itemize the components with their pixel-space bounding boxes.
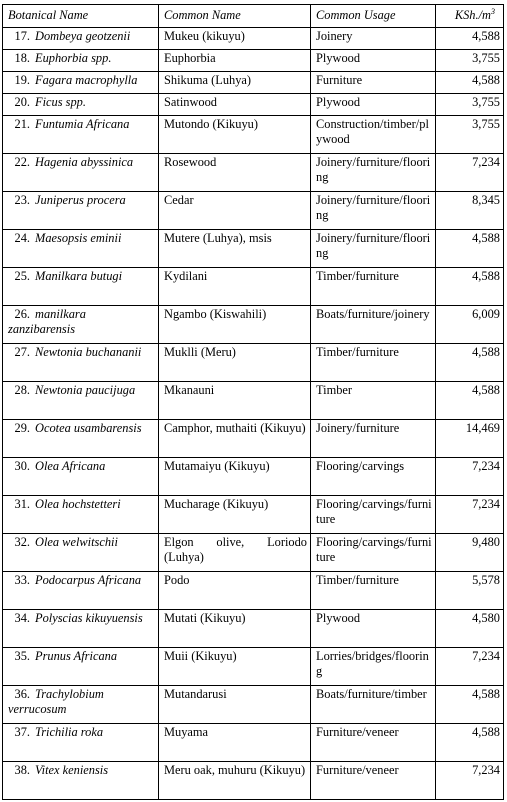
common-name-cell: Muklli (Meru) (159, 344, 311, 382)
botanical-name-cell (3, 496, 159, 534)
cost-cell: 7,234 (436, 496, 504, 534)
row-number: 21. (14, 117, 30, 131)
common-usage-cell: Construction/timber/plywood (311, 116, 436, 154)
row-number: 25. (14, 269, 30, 283)
cost-cell: 3,755 (436, 116, 504, 154)
botanical-name: Maesopsis eminii (35, 231, 122, 245)
row-number: 17. (14, 29, 30, 43)
cost-cell: 4,588 (436, 686, 504, 724)
common-usage-cell: Plywood (311, 50, 436, 72)
botanical-name: Olea welwitschii (35, 535, 118, 549)
row-number: 33. (14, 573, 30, 587)
common-usage-cell: Joinery/furniture (311, 420, 436, 458)
cost-cell: 14,469 (436, 420, 504, 458)
header-common-name: Common Name (159, 5, 311, 28)
botanical-name-cell (3, 420, 159, 458)
botanical-name: Trachylobium verrucosum (8, 687, 104, 717)
botanical-name-cell (3, 28, 159, 50)
common-name-cell: Mutondo (Kikuyu) (159, 116, 311, 154)
row-number: 28. (14, 383, 30, 397)
common-name-cell: Muyama (159, 724, 311, 762)
botanical-name-cell (3, 382, 159, 420)
botanical-name: Olea hochstetteri (35, 497, 121, 511)
cost-cell: 5,578 (436, 572, 504, 610)
common-usage-cell: Lorries/bridges/flooring (311, 648, 436, 686)
botanical-name: Olea Africana (35, 459, 106, 473)
table-row (3, 72, 504, 94)
common-name-cell: Euphorbia (159, 50, 311, 72)
botanical-name: Juniperus procera (35, 193, 126, 207)
table-row (3, 458, 504, 496)
row-number: 26. (14, 307, 30, 321)
common-name-cell: Shikuma (Luhya) (159, 72, 311, 94)
cost-cell: 4,588 (436, 28, 504, 50)
botanical-name-cell (3, 116, 159, 154)
botanical-name: Trichilia roka (35, 725, 104, 739)
botanical-name: manilkara zanzibarensis (8, 307, 86, 337)
cost-cell: 3,755 (436, 50, 504, 72)
table-row (3, 306, 504, 344)
botanical-name-cell (3, 762, 159, 800)
botanical-name-cell (3, 192, 159, 230)
table-row (3, 50, 504, 72)
botanical-name: Funtumia Africana (35, 117, 130, 131)
common-name-cell: Ngambo (Kiswahili) (159, 306, 311, 344)
common-name-cell: Mkanauni (159, 382, 311, 420)
common-usage-cell: Flooring/carvings/furniture (311, 534, 436, 572)
table-row (3, 534, 504, 572)
row-number: 23. (14, 193, 30, 207)
table-row (3, 116, 504, 154)
table-row (3, 648, 504, 686)
cost-cell: 4,588 (436, 382, 504, 420)
common-usage-cell: Timber/furniture (311, 268, 436, 306)
cost-cell: 3,755 (436, 94, 504, 116)
botanical-name-cell (3, 610, 159, 648)
common-usage-cell: Boats/furniture/joinery (311, 306, 436, 344)
row-number: 19. (14, 73, 30, 87)
botanical-name-cell (3, 572, 159, 610)
table-row (3, 724, 504, 762)
common-usage-cell: Timber/furniture (311, 344, 436, 382)
row-number: 34. (14, 611, 30, 625)
table-row (3, 496, 504, 534)
header-cost-unit: KSh./m (454, 8, 491, 22)
row-number: 36. (14, 687, 30, 701)
cost-cell: 7,234 (436, 762, 504, 800)
header-cost-per-cubic-metre (436, 5, 504, 28)
row-number: 31. (14, 497, 30, 511)
row-number: 32. (14, 535, 30, 549)
common-name-cell: Kydilani (159, 268, 311, 306)
botanical-name-cell (3, 344, 159, 382)
botanical-name: Hagenia abyssinica (35, 155, 134, 169)
botanical-name-cell (3, 50, 159, 72)
common-usage-cell: Furniture/veneer (311, 724, 436, 762)
common-name-cell: Muii (Kikuyu) (159, 648, 311, 686)
botanical-name: Dombeya geotzenii (35, 29, 131, 43)
botanical-name: Polyscias kikuyuensis (35, 611, 143, 625)
cost-cell: 4,588 (436, 268, 504, 306)
botanical-name: Ficus spp. (35, 95, 86, 109)
common-name-cell: Mutamaiyu (Kikuyu) (159, 458, 311, 496)
cost-cell: 4,580 (436, 610, 504, 648)
botanical-name-cell (3, 154, 159, 192)
botanical-name-cell (3, 648, 159, 686)
table-row (3, 382, 504, 420)
botanical-name: Manilkara butugi (35, 269, 123, 283)
row-number: 29. (14, 421, 30, 435)
botanical-name: Podocarpus Africana (35, 573, 142, 587)
row-number: 37. (14, 725, 30, 739)
botanical-name: Ocotea usambarensis (35, 421, 142, 435)
common-name-cell: Podo (159, 572, 311, 610)
cost-cell: 4,588 (436, 344, 504, 382)
table-row (3, 268, 504, 306)
common-name-cell: Mutandarusi (159, 686, 311, 724)
common-usage-cell: Timber (311, 382, 436, 420)
cost-cell: 9,480 (436, 534, 504, 572)
table-row (3, 28, 504, 50)
timber-species-table (2, 4, 504, 800)
header-botanical-name: Botanical Name (3, 5, 159, 28)
row-number: 35. (14, 649, 30, 663)
cost-cell: 4,588 (436, 230, 504, 268)
common-usage-cell: Furniture/veneer (311, 762, 436, 800)
common-name-cell: Rosewood (159, 154, 311, 192)
botanical-name-cell (3, 458, 159, 496)
common-name-cell: Mutati (Kikuyu) (159, 610, 311, 648)
table-row (3, 230, 504, 268)
botanical-name: Euphorbia spp. (35, 51, 112, 65)
common-usage-cell: Furniture (311, 72, 436, 94)
common-name-cell: Mucharage (Kikuyu) (159, 496, 311, 534)
header-common-usage: Common Usage (311, 5, 436, 28)
common-usage-cell: Flooring/carvings/furniture (311, 496, 436, 534)
common-usage-cell: Timber/furniture (311, 572, 436, 610)
botanical-name: Prunus Africana (35, 649, 118, 663)
table-row (3, 344, 504, 382)
table-row (3, 572, 504, 610)
row-number: 27. (14, 345, 30, 359)
cost-cell: 4,588 (436, 72, 504, 94)
botanical-name-cell (3, 94, 159, 116)
table-row (3, 420, 504, 458)
botanical-name: Fagara macrophylla (35, 73, 138, 87)
common-usage-cell: Joinery/furniture/flooring (311, 230, 436, 268)
table-row (3, 94, 504, 116)
row-number: 22. (14, 155, 30, 169)
botanical-name-cell (3, 724, 159, 762)
cost-cell: 7,234 (436, 458, 504, 496)
cost-cell: 7,234 (436, 154, 504, 192)
common-usage-cell: Plywood (311, 94, 436, 116)
common-name-cell: Mukeu (kikuyu) (159, 28, 311, 50)
botanical-name: Vitex keniensis (35, 763, 109, 777)
row-number: 30. (14, 459, 30, 473)
common-name-cell: Elgon olive, Loriodo (Luhya) (159, 534, 311, 572)
common-name-cell: Mutere (Luhya), msis (159, 230, 311, 268)
common-name-cell: Cedar (159, 192, 311, 230)
common-usage-cell: Plywood (311, 610, 436, 648)
table-row (3, 762, 504, 800)
common-usage-cell: Flooring/carvings (311, 458, 436, 496)
botanical-name-cell (3, 306, 159, 344)
row-number: 20. (14, 95, 30, 109)
botanical-name-cell (3, 230, 159, 268)
table-header-row (3, 5, 504, 28)
common-usage-cell: Boats/furniture/timber (311, 686, 436, 724)
cost-cell: 6,009 (436, 306, 504, 344)
common-usage-cell: Joinery/furniture/flooring (311, 154, 436, 192)
common-name-cell: Meru oak, muhuru (Kikuyu) (159, 762, 311, 800)
common-name-cell: Satinwood (159, 94, 311, 116)
botanical-name-cell (3, 268, 159, 306)
row-number: 18. (14, 51, 30, 65)
cost-cell: 8,345 (436, 192, 504, 230)
table-row (3, 610, 504, 648)
table-row (3, 154, 504, 192)
table-row (3, 686, 504, 724)
common-usage-cell: Joinery (311, 28, 436, 50)
row-number: 24. (14, 231, 30, 245)
cost-cell: 7,234 (436, 648, 504, 686)
header-cost-unit-exponent: 3 (491, 6, 495, 16)
botanical-name-cell (3, 72, 159, 94)
table-row (3, 192, 504, 230)
common-usage-cell: Joinery/furniture/flooring (311, 192, 436, 230)
row-number: 38. (14, 763, 30, 777)
botanical-name: Newtonia paucijuga (35, 383, 136, 397)
cost-cell: 4,588 (436, 724, 504, 762)
common-name-cell: Camphor, muthaiti (Kikuyu) (159, 420, 311, 458)
botanical-name: Newtonia buchananii (35, 345, 142, 359)
botanical-name-cell (3, 534, 159, 572)
botanical-name-cell (3, 686, 159, 724)
